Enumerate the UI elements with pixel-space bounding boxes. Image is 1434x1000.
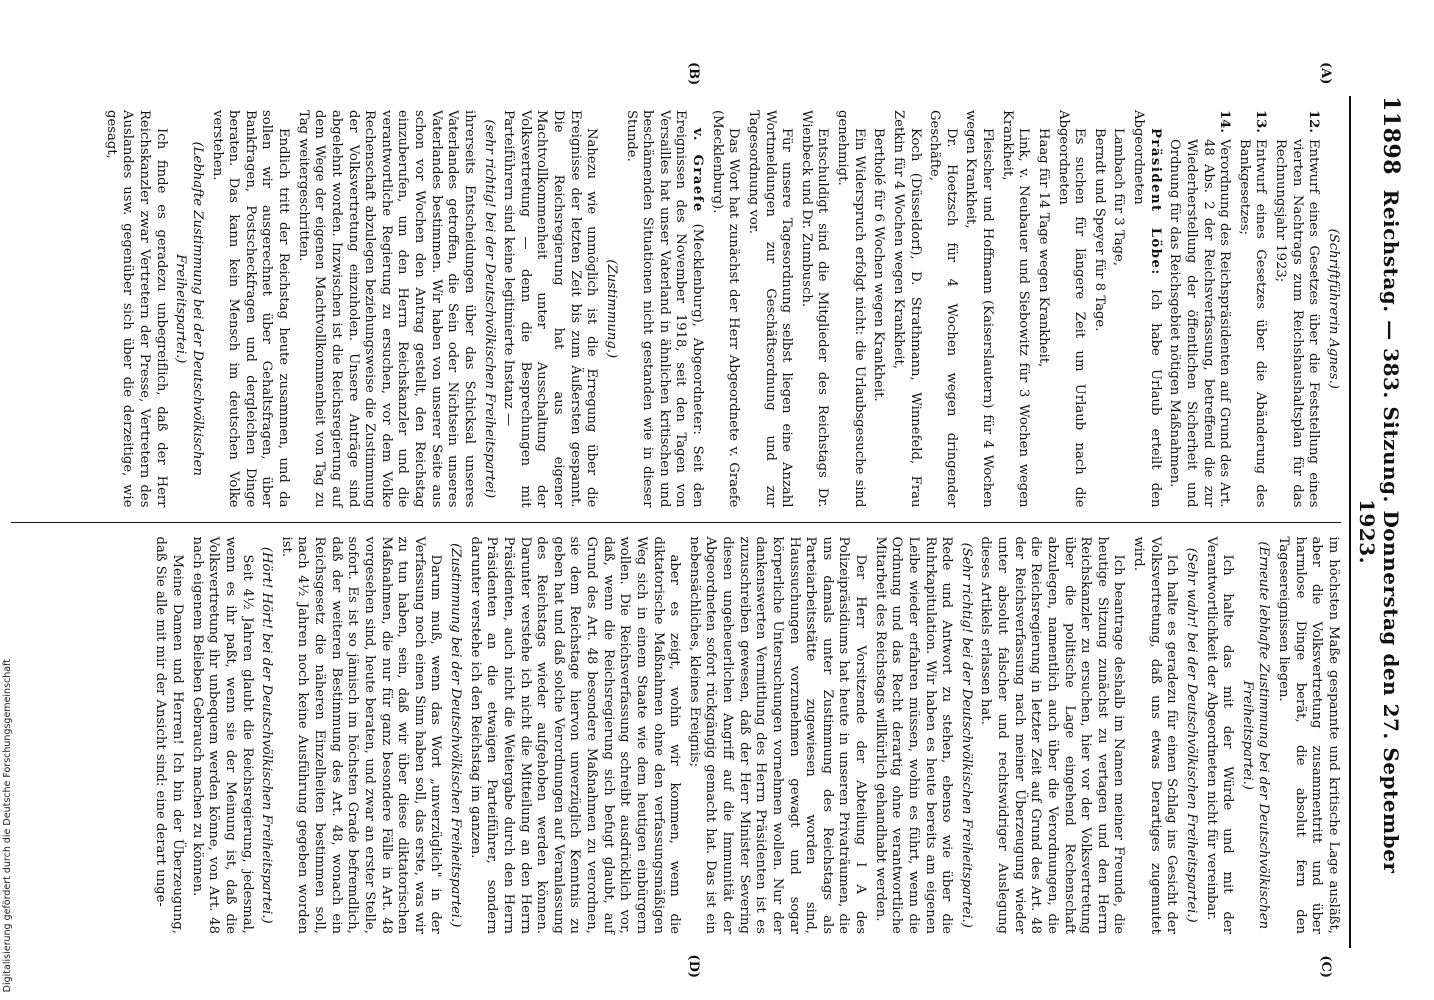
paragraph: Ich halte es geradezu für einen Schlag ins Gesicht der Volksvertretung, daß uns etwas Derartiges zugemutet wird. [1131, 536, 1180, 934]
margin-marker-c: (C) [1318, 955, 1333, 978]
leave-line: Bertholé für 6 Wochen wegen Krankheit. [871, 128, 887, 402]
leave-line: Link, v. Neubauer und Siebowitz für 3 Wochen wegen Krankheit, [999, 110, 1032, 508]
leave-line: Haag für 14 Tage wegen Krankheit, [1036, 128, 1051, 368]
leave-line: Fleischer und Hoffmann (Kaiserslautern) für 4 Wochen wegen Krankheit, [963, 110, 996, 508]
agenda-item-text: Entwurf eines Gesetzes über die Feststellung eines vierten Nachtrags zum Reichshaushaltsplan für das Rechnungsjahr 1923; [1273, 138, 1322, 508]
page-header [1349, 96, 1404, 948]
page-number: 11898 [1378, 96, 1404, 176]
leave-line: Lambach für 3 Tage, [1111, 128, 1127, 267]
paragraph: Für unsere Tagesordnung selbst liegen eine Anzahl Wortmeldungen zur Geschäftsordnung und zur Tagesordnung vor. [746, 110, 795, 508]
margin-marker-d: (D) [686, 954, 701, 978]
paragraph: im höchsten Maße gespannte und kritische Lage ausläßt, aber die Volksvertretung zusammentritt und über harmlose Dinge berät, die absolut fern den Tagesereignissen liegen. [1276, 536, 1341, 934]
paragraph-text: (Mecklenburg), Abgeordneter: Seit den Ereignissen des November 1918, seit den Tagen von Versailles hat unser Vaterland in ähnlichen kritischen und beschämenden Situationen nicht gestanden wie in dieser Stunde. [623, 110, 706, 508]
page-title: Reichstag. — 383. Sitzung. Donnerstag den 27. September 1923. [1355, 189, 1403, 874]
margin-marker-a: (A) [1318, 62, 1333, 85]
interjection: (sehr richtig! bei der Deutschvölkischen Freiheitspartei) [481, 119, 497, 499]
agenda-item-number: 14. [1217, 110, 1233, 133]
agenda-item-text: Verordnung des Reichspräsidenten auf Grund des Art. 48 Abs. 2 der Reichsverfassung, betreffend die zur Wiederherstellung der öffentlichen Sicherheit und Ordnung für das Reichsgebiet nötigen Maßnahmen. [1167, 138, 1233, 508]
leave-line: Berndt und Speyer für 8 Tage. [1091, 128, 1107, 332]
paragraph: Ich beantrage deshalb im Namen meiner Freunde, die heutige Sitzung zunächst zu vertagen und den Herrn Reichskanzler zu ersuchen, hier vor der Volksvertretung über die politische Lage eingehend Rechenschaft abzulegen, namentlich auch über die Verordnungen, die die Reichsregierung in letzter Zeit auf Grund des Art. 48 der Reichsverfassung nach meiner Überzeugung wieder unter absolut falscher und rechtswidriger Auslegung dieses Artikels erlassen hat. [978, 536, 1127, 934]
speaker-name: v. Graefe [690, 128, 706, 213]
text-columns [11, 62, 1341, 978]
interjection: (Hört! Hört! bei der Deutschvölkischen Freiheitspartei.) [259, 546, 275, 924]
interjection: (Zustimmung.) [604, 259, 619, 359]
paragraph: Ich finde es geradezu unbegreiflich, daß der Herr Reichskanzler zwar Vertretern der Presse, Vertretern des Auslandes usw. gegenüber sich über die derzeitige, wie gesagt, [103, 110, 169, 508]
paragraph: Darum muß, wenn das Wort „unverzüglich" in der Verfassung noch einen Sinn haben soll, das erste, was wir zu tun haben, sein, daß wir über diese diktatorischen Maßnahmen, die nur für ganz besondere Fälle in Art. 48 vorgesehen sind, heute beraten, und zwar an erster Stelle, sofort. Es ist so jämisch im höchsten Grade befremdlich, daß der weiteren Bestimmung des Art. 48, wonach ein Reichsgesetz die näheren Einzelheiten bestimmen soll, nach 4½ Jahren noch keine Ausführung gegeben worden ist. [278, 536, 444, 934]
agenda-item [1166, 110, 1233, 508]
speaker-name: Präsident Löbe: [1147, 128, 1163, 276]
speaker-tag: (Schriftführerin Agnes.) [1326, 228, 1341, 389]
margin-marker-b: (B) [686, 62, 701, 86]
paragraph: Nahezu wie unmöglich ist die Erregung über die Ereignisse der letzten Zeit bis zum Äußersten gespannt. Die Reichsregierung hat aus eigener Machtvollkommenheit unter Ausschaltung der Volksvertretung — denn die Besprechungen mit Parteiführern sind keine legitimierte Instanz — [501, 110, 600, 508]
interjection: (Erneute lebhafte Zustimmung bei der Deutschvölkischen Freiheitspartei.) [1239, 541, 1272, 930]
paragraph: Es suchen für längere Zeit um Urlaub nach die Abgeordneten [1055, 110, 1088, 508]
paragraph: Der Herr Vorsitzende der Abteilung I A des Polizeipräsidiums hat heute in unseren Privaträumen, die uns damals unter Zustimmung des Reichstags als Parteiarbeitsstätte zugewiesen worden sind, Haussuchungen vorzunehmen gewagt und sogar körperliche Untersuchungen vornehmen wollen. Nur der dankenswerten Vermittlung des Herrn Präsidenten ist es zuzuschreiben gewesen, daß der Herr Minister Severing diesen ungeheuerlichen Angriff auf die Immunität der Abgeordneten sofort rückgängig gemacht hat. Das ist ein nebensächliches, kleines Ereignis; [686, 536, 869, 934]
paragraph: Ein Widerspruch erfolgt nicht: die Urlaubsgesuche sind genehmigt. [835, 110, 867, 508]
interjection: (Zustimmung bei der Deutschvölkischen Freiheitspartei.) [448, 543, 464, 928]
left-column [11, 62, 1341, 523]
agenda-item-number: 13. [1253, 110, 1269, 133]
graefe-paragraph [622, 110, 705, 508]
agenda-item-text: Entwurf eines Gesetzes über die Abänderung des Bankgesetzes; [1236, 138, 1269, 508]
agenda-item-number: 12. [1306, 110, 1322, 133]
paragraph-text: Ich habe Urlaub erteilt den Abgeordneten [1131, 110, 1163, 508]
leave-line: Dr. Hoetzsch für 4 Wochen wegen dringender Geschäfte, [927, 110, 959, 508]
paragraph: aber es zeigt, wohin wir kommen, wenn die diktatorische Maßnahmen ohne den verfassungsmäßigen Weg sich in einem Staate wie dem heutigen einbürgern wollen. Die Reichsverfassung schreibt ausdrücklich vor, daß, wenn die Reichsregierung sich befugt glaubt, auf Grund des Art. 48 besondere Maßnahmen zu verordnen, sie dem Reichstage hiervon unverzüglich Kenntnis zu geben hat und daß solche Verordnungen auf Veranlassung des Reichstags wieder aufgehoben werden können. Darunter verstehe ich nicht die Mitteilung an den Herrn Präsidenten, auch nicht die Weitergabe durch den Herrn Präsidenten an die etwaigen Parteiführer, sondern darunter verstehe ich den Reichstag im ganzen. [467, 536, 683, 934]
leave-line: Koch (Düsseldorf), D. Strathmann, Winnefeld, Frau Zetkin für 4 Wochen wegen Krankheit, [891, 110, 923, 508]
paragraph: Das Wort hat zunächst der Herr Abgeordnete v. Graefe (Mecklenburg). [709, 110, 742, 508]
digitization-credit: Digitalisierung gefördert durch die Deutsche Forschungsgemeinschaft [2, 658, 13, 992]
paragraph: ihrerseits Entscheidungen über das Schicksal unseres Vaterlandes getroffen, die Sein oder Nichtsein unseres Vaterlandes bestimmen. Wir haben von unserer Seite aus schon vor Wochen den Antrag gestellt, den Reichstag einzuberufen, um den Herrn Reichskanzler und die verantwortliche Regierung zu ersuchen, vor dem Volke Rechenschaft abzulegen beziehungsweise die Zustimmung der Volksvertretung einzuholen. Unsere Anträge sind abgelehnt worden. Inzwischen ist die Reichsregierung auf dem Wege der eigenen Machtvollkommenheit von Tag zu Tag weitergeschritten. [295, 110, 477, 508]
agenda-item [1235, 110, 1268, 508]
paragraph: Seit 4½ Jahren glaubt die Reichsregierung, jedesmal, wenn es ihr paßt, wenn sie der Meinung ist, daß die Volksvertretung ihr unbequem werden könne, von Art. 48 nach eigenem Belieben Gebrauch machen zu können. [189, 536, 255, 934]
paragraph: Ich halte das mit der Würde und mit der Verantwortlichkeit der Abgeordneten nicht für vereinbar. [1203, 536, 1236, 934]
interjection: (Sehr richtig! bei der Deutschvölkischen Freiheitspartei.) [958, 542, 974, 928]
president-paragraph [1130, 110, 1163, 508]
paragraph: Rede und Antwort zu stehen, ebenso wie über die Ruhrkapitulation. Wir haben es heute bereits am eigenen Leibe wieder erfahren müssen, wohin es führt, wenn die Ordnung und das Recht derartig ohne verantwortliche Mitarbeit des Reichstags willkürlich gehandhabt werden. [872, 536, 955, 934]
paragraph: Entschuldigt sind die Mitglieder des Reichstags Dr. Wienbeck und Dr. Zumbusch. [798, 110, 831, 508]
interjection: (Lebhafte Zustimmung bei der Deutschvölkischen Freiheitspartei.) [173, 141, 205, 476]
interjection: (Sehr wahr! bei der Deutschvölkischen Freiheitspartei.) [1184, 547, 1199, 923]
agenda-item [1272, 110, 1322, 508]
right-column [11, 523, 1341, 978]
paragraph: Endlich tritt der Reichstag heute zusammen, und da sollen wir ausgerechnet über Gehaltsfragen, über Bankfragen, Postscheckfragen und dergleichen Dinge beraten. Das kann kein Mensch im deutschen Volke verstehen. [209, 110, 292, 508]
paragraph: Meine Damen und Herren! Ich bin der Überzeugung, daß Sie alle mit mir der Ansicht sind: eine derart unge- [153, 536, 186, 934]
